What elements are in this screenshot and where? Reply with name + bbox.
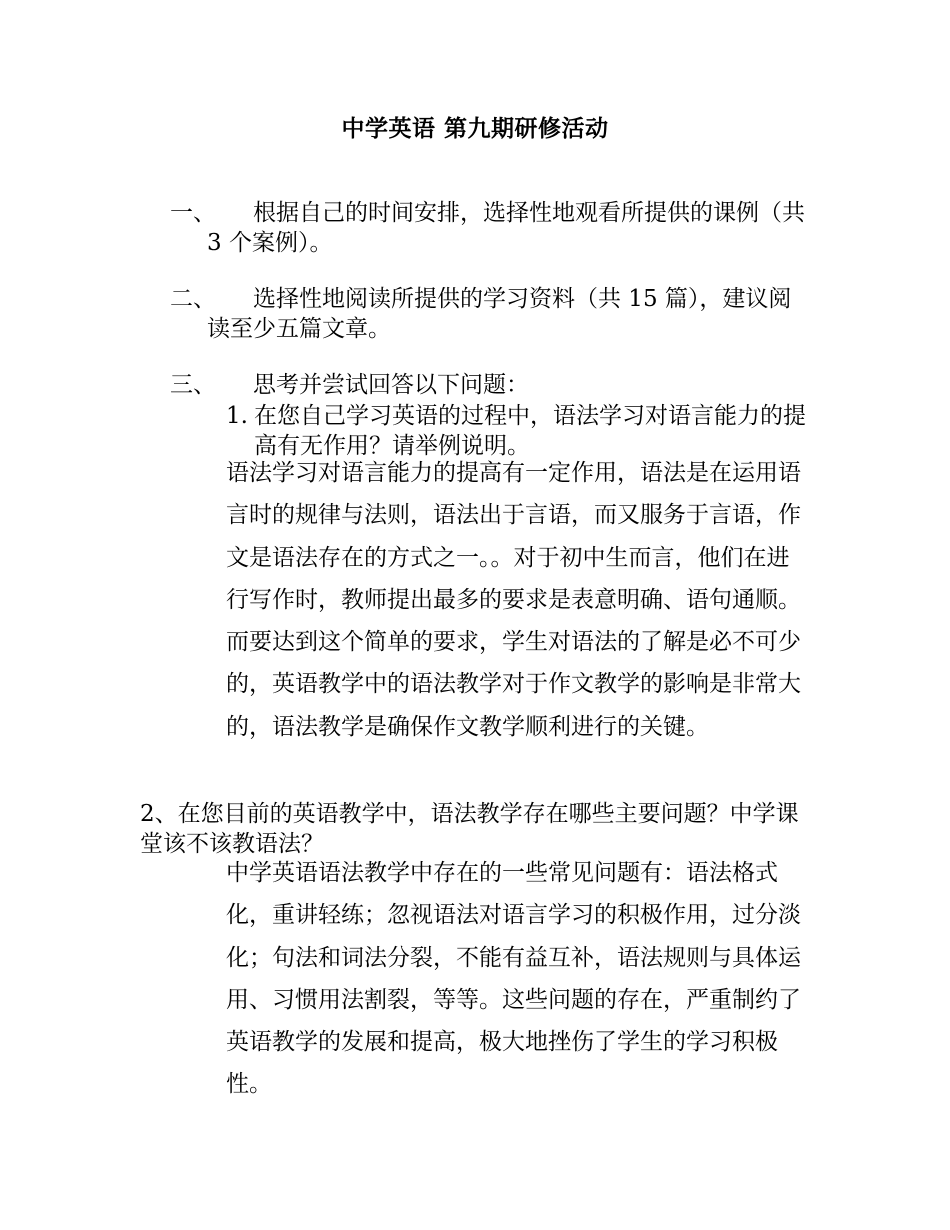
section-item-2 (170, 284, 810, 346)
section-item-3 (170, 370, 810, 402)
section-text-2 (207, 284, 810, 344)
document-title: 中学英语 第九期研修活动 (341, 115, 609, 142)
section-marker-1: 一、 (170, 200, 216, 226)
section-text-1 (207, 198, 810, 258)
question-1-answer: 语法学习对语言能力的提高有一定作用，语法是在运用语言时的规律与法则，语法出于言语，而又服务于言语，作文是语法存在的方式之一。。对于初中生而言，他们在进行写作时，教师提出最多的要求是表意明确、语句通顺。而要达到这个简单的要求，学生对语法的了解是必不可少的，英语教学中的语法教学对于作文教学的影响是非常大的，语法教学是确保作文教学顺利进行的关键。 (226, 460, 801, 740)
question-1-content: 在您自己学习英语的过程中，语法学习对语言能力的提高有无作用？请举例说明。 (254, 403, 806, 459)
question-2-content: 在您目前的英语教学中，语法教学存在哪些主要问题？中学课堂该不该教语法？ (140, 801, 799, 857)
section-text-1-content: 根据自己的时间安排，选择性地观看所提供的课例（共 3 个案例）。 (207, 200, 805, 256)
question-2 (140, 799, 810, 859)
question-2-answer: 中学英语语法教学中存在的一些常见问题有：语法格式化，重讲轻练；忽视语法对语言学习的积极作用，过分淡化；句法和词法分裂，不能有益互补，语法规则与具体运用、习惯用法割裂，等等。这些问题的存在，严重制约了英语教学的发展和提高，极大地挫伤了学生的学习积极性。 (226, 860, 801, 1098)
question-2-number: 2、 (140, 801, 178, 827)
section-text-2-content: 选择性地阅读所提供的学习资料（共 15 篇），建议阅读至少五篇文章。 (207, 286, 792, 342)
section-text-3 (207, 370, 810, 400)
section-marker-3: 三、 (170, 372, 216, 398)
section-item-1 (170, 198, 810, 260)
section-marker-2: 二、 (170, 286, 216, 312)
section-text-3-content: 思考并尝试回答以下问题： (253, 372, 529, 398)
question-1-number: 1. (226, 403, 248, 429)
